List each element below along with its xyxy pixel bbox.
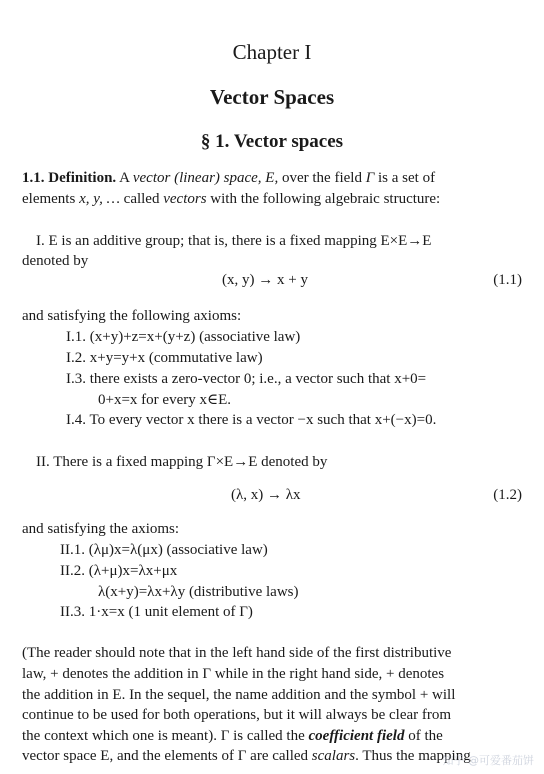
chapter-title: Vector Spaces	[209, 85, 335, 109]
axiom-i3-cont: 0+x=x for every x∈E.	[98, 392, 231, 408]
note-line-4: continue to be used for both operations, but it will always be clear from	[22, 707, 452, 723]
note-line-3: the addition in E. In the sequel, the name addition and the symbol + will	[22, 687, 456, 703]
note-line-2: law, + denotes the addition in Γ while in the right hand side, + denotes	[22, 666, 445, 682]
part1-line-2: denoted by	[22, 253, 89, 269]
axiom-i1: I.1. (x+y)+z=x+(y+z) (associative law)	[66, 329, 301, 345]
chapter-heading: Chapter I	[232, 40, 312, 64]
definition-label: 1.1. Definition.	[22, 170, 117, 186]
equation-1-1: (x, y) → x + y	[222, 272, 308, 288]
equation-number-1-1: (1.1)	[493, 272, 522, 288]
note-line-6: vector space E, and the elements of Γ are called scalars. Thus the mapping	[22, 748, 471, 764]
watermark: 知乎 @可爱番茄饼	[442, 754, 534, 767]
definition-line-1: 1.1. Definition. A vector (linear) space, E, over the field Γ is a set of	[22, 170, 436, 186]
axiom-ii2-cont: λ(x+y)=λx+λy (distributive laws)	[98, 584, 299, 600]
part1-satisfying: and satisfying the following axioms:	[22, 308, 242, 324]
note-line-1: (The reader should note that in the left hand side of the first distributive	[22, 645, 452, 661]
equation-number-1-2: (1.2)	[493, 487, 522, 503]
definition-line-2: elements x, y, … called vectors with the following algebraic structure:	[22, 191, 441, 207]
note-line-5: the context which one is meant). Γ is called the coefficient field of the	[22, 728, 443, 744]
axiom-ii2: II.2. (λ+μ)x=λx+μx	[60, 563, 178, 579]
axiom-ii3: II.3. 1·x=x (1 unit element of Γ)	[60, 604, 253, 620]
part2-line-1: II. There is a fixed mapping Γ×E→E denoted by	[36, 454, 328, 470]
equation-1-2: (λ, x) → λx	[231, 487, 301, 503]
section-heading: § 1. Vector spaces	[200, 131, 344, 152]
part2-satisfying: and satisfying the axioms:	[22, 521, 180, 537]
axiom-i2: I.2. x+y=y+x (commutative law)	[66, 350, 263, 366]
part1-line-1: I. E is an additive group; that is, there is a fixed mapping E×E→E	[36, 233, 432, 249]
axiom-ii1: II.1. (λμ)x=λ(μx) (associative law)	[60, 542, 268, 558]
axiom-i3: I.3. there exists a zero-vector 0; i.e., a vector such that x+0=	[66, 371, 427, 387]
axiom-i4: I.4. To every vector x there is a vector −x such that x+(−x)=0.	[66, 412, 437, 428]
